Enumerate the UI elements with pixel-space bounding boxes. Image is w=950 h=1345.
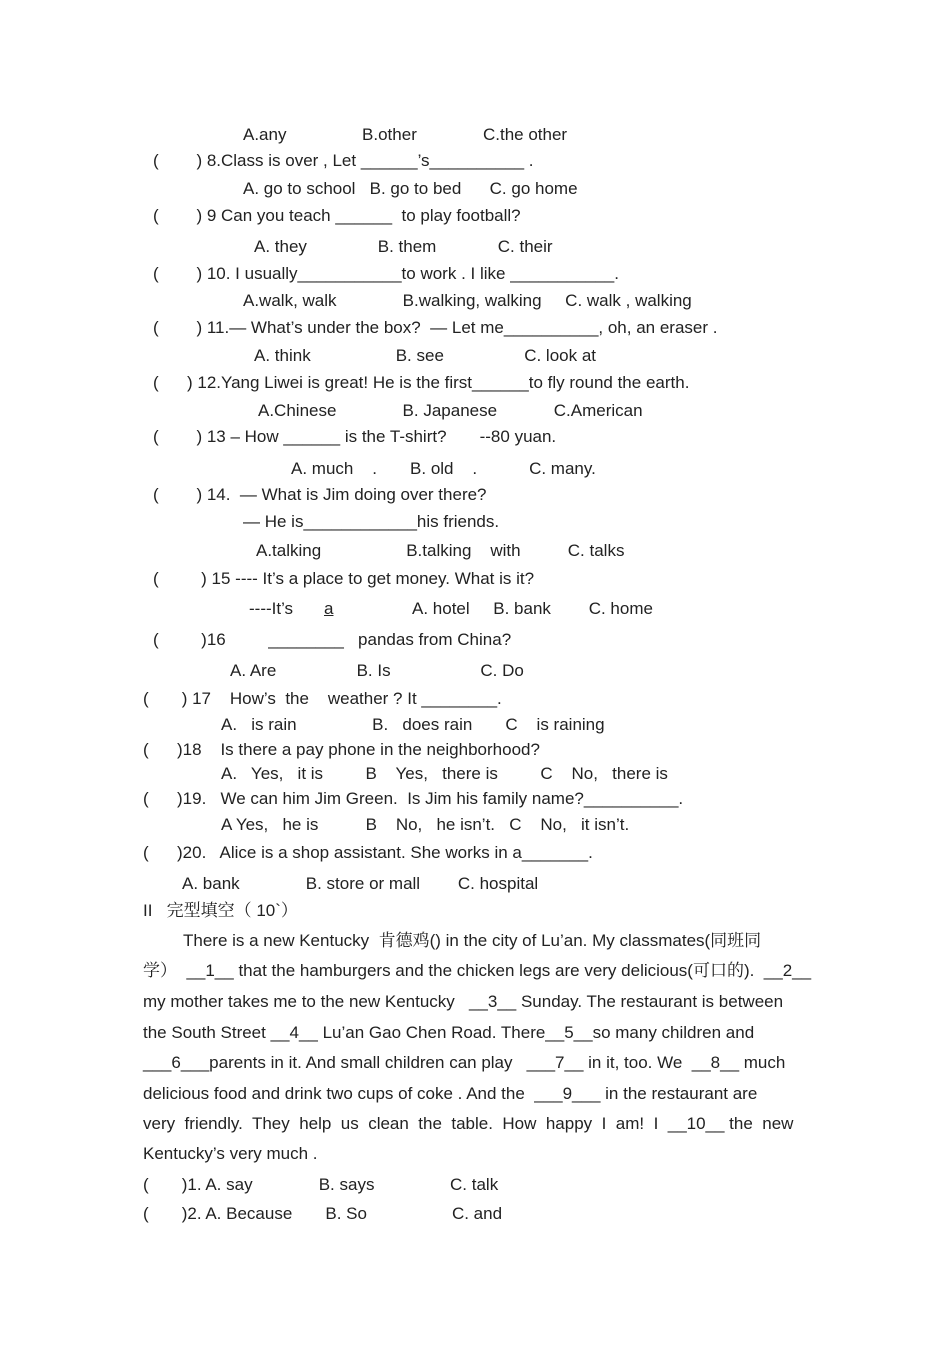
q8-options: A. go to school B. go to bed C. go home bbox=[243, 179, 578, 198]
q11-stem: ( ) 11.— What’s under the box? — Let me__________, oh, an eraser . bbox=[153, 318, 718, 337]
q14-answer-line: — He is____________his friends. bbox=[243, 512, 500, 531]
q16-options: A. Are B. Is C. Do bbox=[230, 661, 524, 680]
q15-answer-prefix: ----It’s bbox=[249, 599, 294, 618]
cloze-passage-line-1: There is a new Kentucky 肯德鸡() in the city of Lu’an. My classmates(同班同 bbox=[183, 931, 762, 950]
q9-options: A. they B. them C. their bbox=[254, 237, 553, 256]
cloze-q1: ( )1. A. say B. says C. talk bbox=[143, 1175, 499, 1194]
cloze-q2: ( )2. A. Because B. So C. and bbox=[143, 1204, 503, 1223]
q8-stem: ( ) 8.Class is over , Let ______’s__________ . bbox=[153, 151, 534, 170]
q13-stem: ( ) 13 – How ______ is the T-shirt? --80 yuan. bbox=[153, 427, 557, 446]
q7-options: A.any B.other C.the other bbox=[243, 125, 568, 144]
q15-answer-blank: a bbox=[324, 599, 334, 618]
q15-options: A. hotel B. bank C. home bbox=[412, 599, 653, 618]
section-heading-cloze: II 完型填空（ 10`） bbox=[143, 901, 298, 920]
q14-stem: ( ) 14. — What is Jim doing over there? bbox=[153, 485, 487, 504]
q20-options: A. bank B. store or mall C. hospital bbox=[182, 874, 539, 893]
q14-options: A.talking B.talking with C. talks bbox=[256, 541, 625, 560]
cloze-passage-line-2: 学） __1__ that the hamburgers and the chicken legs are very delicious(可口的). __2__ bbox=[143, 961, 812, 980]
q16-stem: ( )16 ________ pandas from China? bbox=[153, 630, 512, 649]
q18-options: A. Yes, it is B Yes, there is C No, there is bbox=[221, 764, 668, 783]
q12-stem: ( ) 12.Yang Liwei is great! He is the first______to fly round the earth. bbox=[153, 373, 690, 392]
q17-stem: ( ) 17 How’s the weather ? It ________. bbox=[143, 689, 502, 708]
q11-options: A. think B. see C. look at bbox=[254, 346, 597, 365]
q19-stem: ( )19. We can him Jim Green. Is Jim his family name?__________. bbox=[143, 789, 684, 808]
q20-stem: ( )20. Alice is a shop assistant. She works in a_______. bbox=[143, 843, 593, 862]
cloze-passage-line-4: the South Street __4__ Lu’an Gao Chen Road. There__5__so many children and bbox=[143, 1023, 755, 1042]
cloze-passage-line-3: my mother takes me to the new Kentucky __3__ Sunday. The restaurant is between bbox=[143, 992, 784, 1011]
q9-stem: ( ) 9 Can you teach ______ to play football? bbox=[153, 206, 521, 225]
cloze-passage-line-7: very friendly. They help us clean the table. How happy I am! I __10__ the new bbox=[143, 1114, 794, 1133]
q13-options: A. much . B. old . C. many. bbox=[291, 459, 596, 478]
cloze-passage-line-6: delicious food and drink two cups of coke . And the ___9___ in the restaurant are bbox=[143, 1084, 758, 1103]
q10-options: A.walk, walk B.walking, walking C. walk , walking bbox=[243, 291, 692, 310]
q17-options: A. is rain B. does rain C is raining bbox=[221, 715, 605, 734]
cloze-passage-line-5: ___6___parents in it. And small children can play ___7__ in it, too. We __8__ much bbox=[143, 1053, 786, 1072]
q10-stem: ( ) 10. I usually___________to work . I like ___________. bbox=[153, 264, 619, 283]
q18-stem: ( )18 Is there a pay phone in the neighborhood? bbox=[143, 740, 540, 759]
q15-stem: ( ) 15 ---- It’s a place to get money. What is it? bbox=[153, 569, 535, 588]
cloze-passage-line-8: Kentucky’s very much . bbox=[143, 1144, 318, 1163]
q19-options: A Yes, he is B No, he isn’t. C No, it isn’t. bbox=[221, 815, 630, 834]
q12-options: A.Chinese B. Japanese C.American bbox=[258, 401, 643, 420]
